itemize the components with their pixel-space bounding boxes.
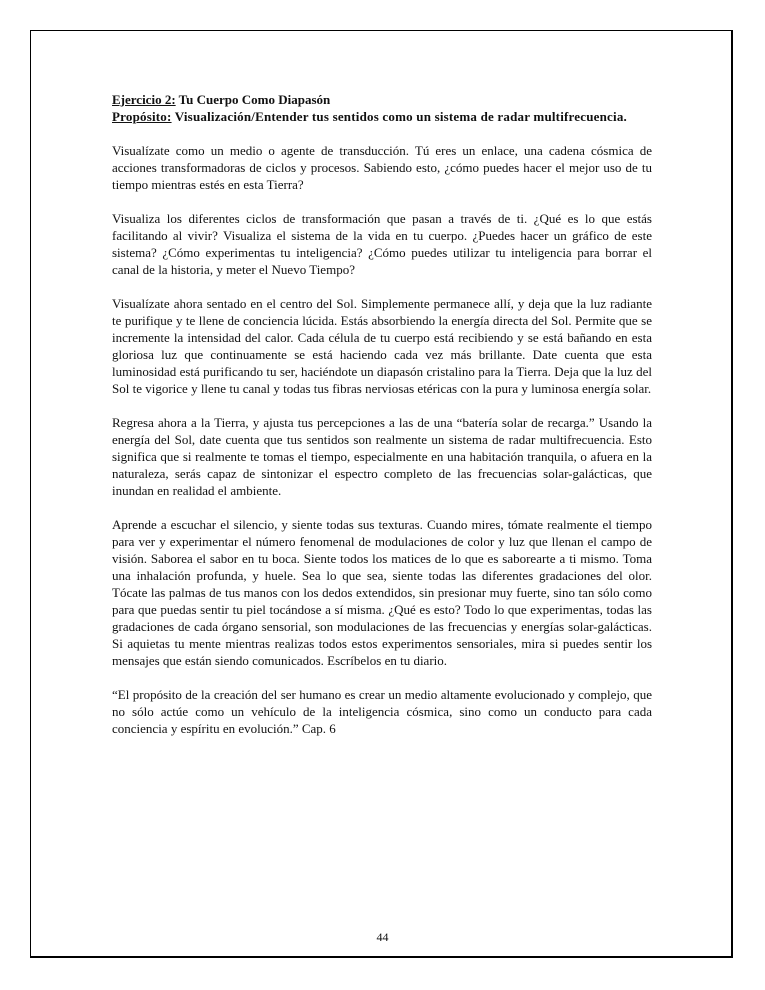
page-number: 44: [376, 930, 389, 944]
paragraph-senses: Aprende a escuchar el silencio, y siente todas sus texturas. Cuando mires, tómate realmente el tiempo para ver y experimentar el número fenomenal de modulaciones de color y luz que llenan el campo de visión. Saborea el sabor en tu boca. Siente todos los matices de lo que es saborearte a ti mismo. Toma una inhalación profunda, y huele. Sea lo que sea, siente todas las diferentes gradaciones del olor. Tócate las palmas de tus manos con los dedos extendidos, sin presionar muy fuerte, sino tan sólo como para que puedas sentir tu piel tocándose a sí misma. ¿Qué es esto? Todo lo que experimentas, todas las gradaciones de cada órgano sensorial, son modulaciones de las frecuencias y energías solar-galácticas. Si aquietas tu mente mientras realizas todos estos experimentos sensoriales, mira si puedes sentir los mensajes que están siendo comunicados. Escríbelos en tu diario.: [112, 517, 652, 668]
exercise-label: Ejercicio 2:: [112, 92, 176, 107]
purpose-line: [112, 108, 652, 125]
exercise-heading: [112, 91, 652, 108]
paragraph-sun: Visualízate ahora sentado en el centro del Sol. Simplemente permanece allí, y deja que la luz radiante te purifique y te llene de conciencia lúcida. Estás absorbiendo la energía directa del Sol. Permite que se incremente la intensidad del calor. Cada célula de tu cuerpo está recibiendo y se está bañando en esta gloriosa luz que continuamente se está haciendo cada vez más brillante. Date cuenta que esta luminosidad está purificando tu ser, haciéndote un diapasón cristalino para la Tierra. Deja que la luz del Sol te vigorice y llene tu canal y todas tus fibras nerviosas etéricas con la pura y luminosa energía solar.: [112, 296, 652, 396]
document-body: [112, 91, 652, 737]
exercise-title: Tu Cuerpo Como Diapasón: [178, 92, 331, 107]
purpose-label: Propósito:: [112, 109, 172, 124]
paragraph-transduction: Visualízate como un medio o agente de transducción. Tú eres un enlace, una cadena cósmica de acciones transformadoras de ciclos y procesos. Sabiendo esto, ¿cómo puedes hacer el mejor uso de tu tiempo mientras estés en esta Tierra?: [112, 143, 652, 192]
purpose-text: Visualización/Entender tus sentidos como un sistema de radar multifrecuencia.: [174, 109, 627, 124]
closing-quote: “El propósito de la creación del ser humano es crear un medio altamente evolucionado y complejo, que no sólo actúe como un vehículo de la inteligencia cósmica, sino como un conducto para cada conciencia y espíritu en evolución.” Cap. 6: [112, 687, 652, 736]
paragraph-cycles: Visualiza los diferentes ciclos de transformación que pasan a través de ti. ¿Qué es lo que estás facilitando al vivir? Visualiza el sistema de la vida en tu cuerpo. ¿Puedes hacer un gráfico de este sistema? ¿Cómo experimentas tu inteligencia? ¿Cómo puedes utilizar tu inteligencia para borrar el canal de la historia, y meter el Nuevo Tiempo?: [112, 211, 652, 277]
paragraph-solar-battery: Regresa ahora a la Tierra, y ajusta tus percepciones a las de una “batería solar de recarga.” Usando la energía del Sol, date cuenta que tus sentidos son realmente un sistema de radar multifrecuencia. Esto significa que si realmente te tomas el tiempo, especialmente en una habitación tranquila, o afuera en la naturaleza, serás capaz de sintonizar el espectro completo de las frecuencias solar-galácticas, que inundan en realidad el ambiente.: [112, 415, 652, 498]
